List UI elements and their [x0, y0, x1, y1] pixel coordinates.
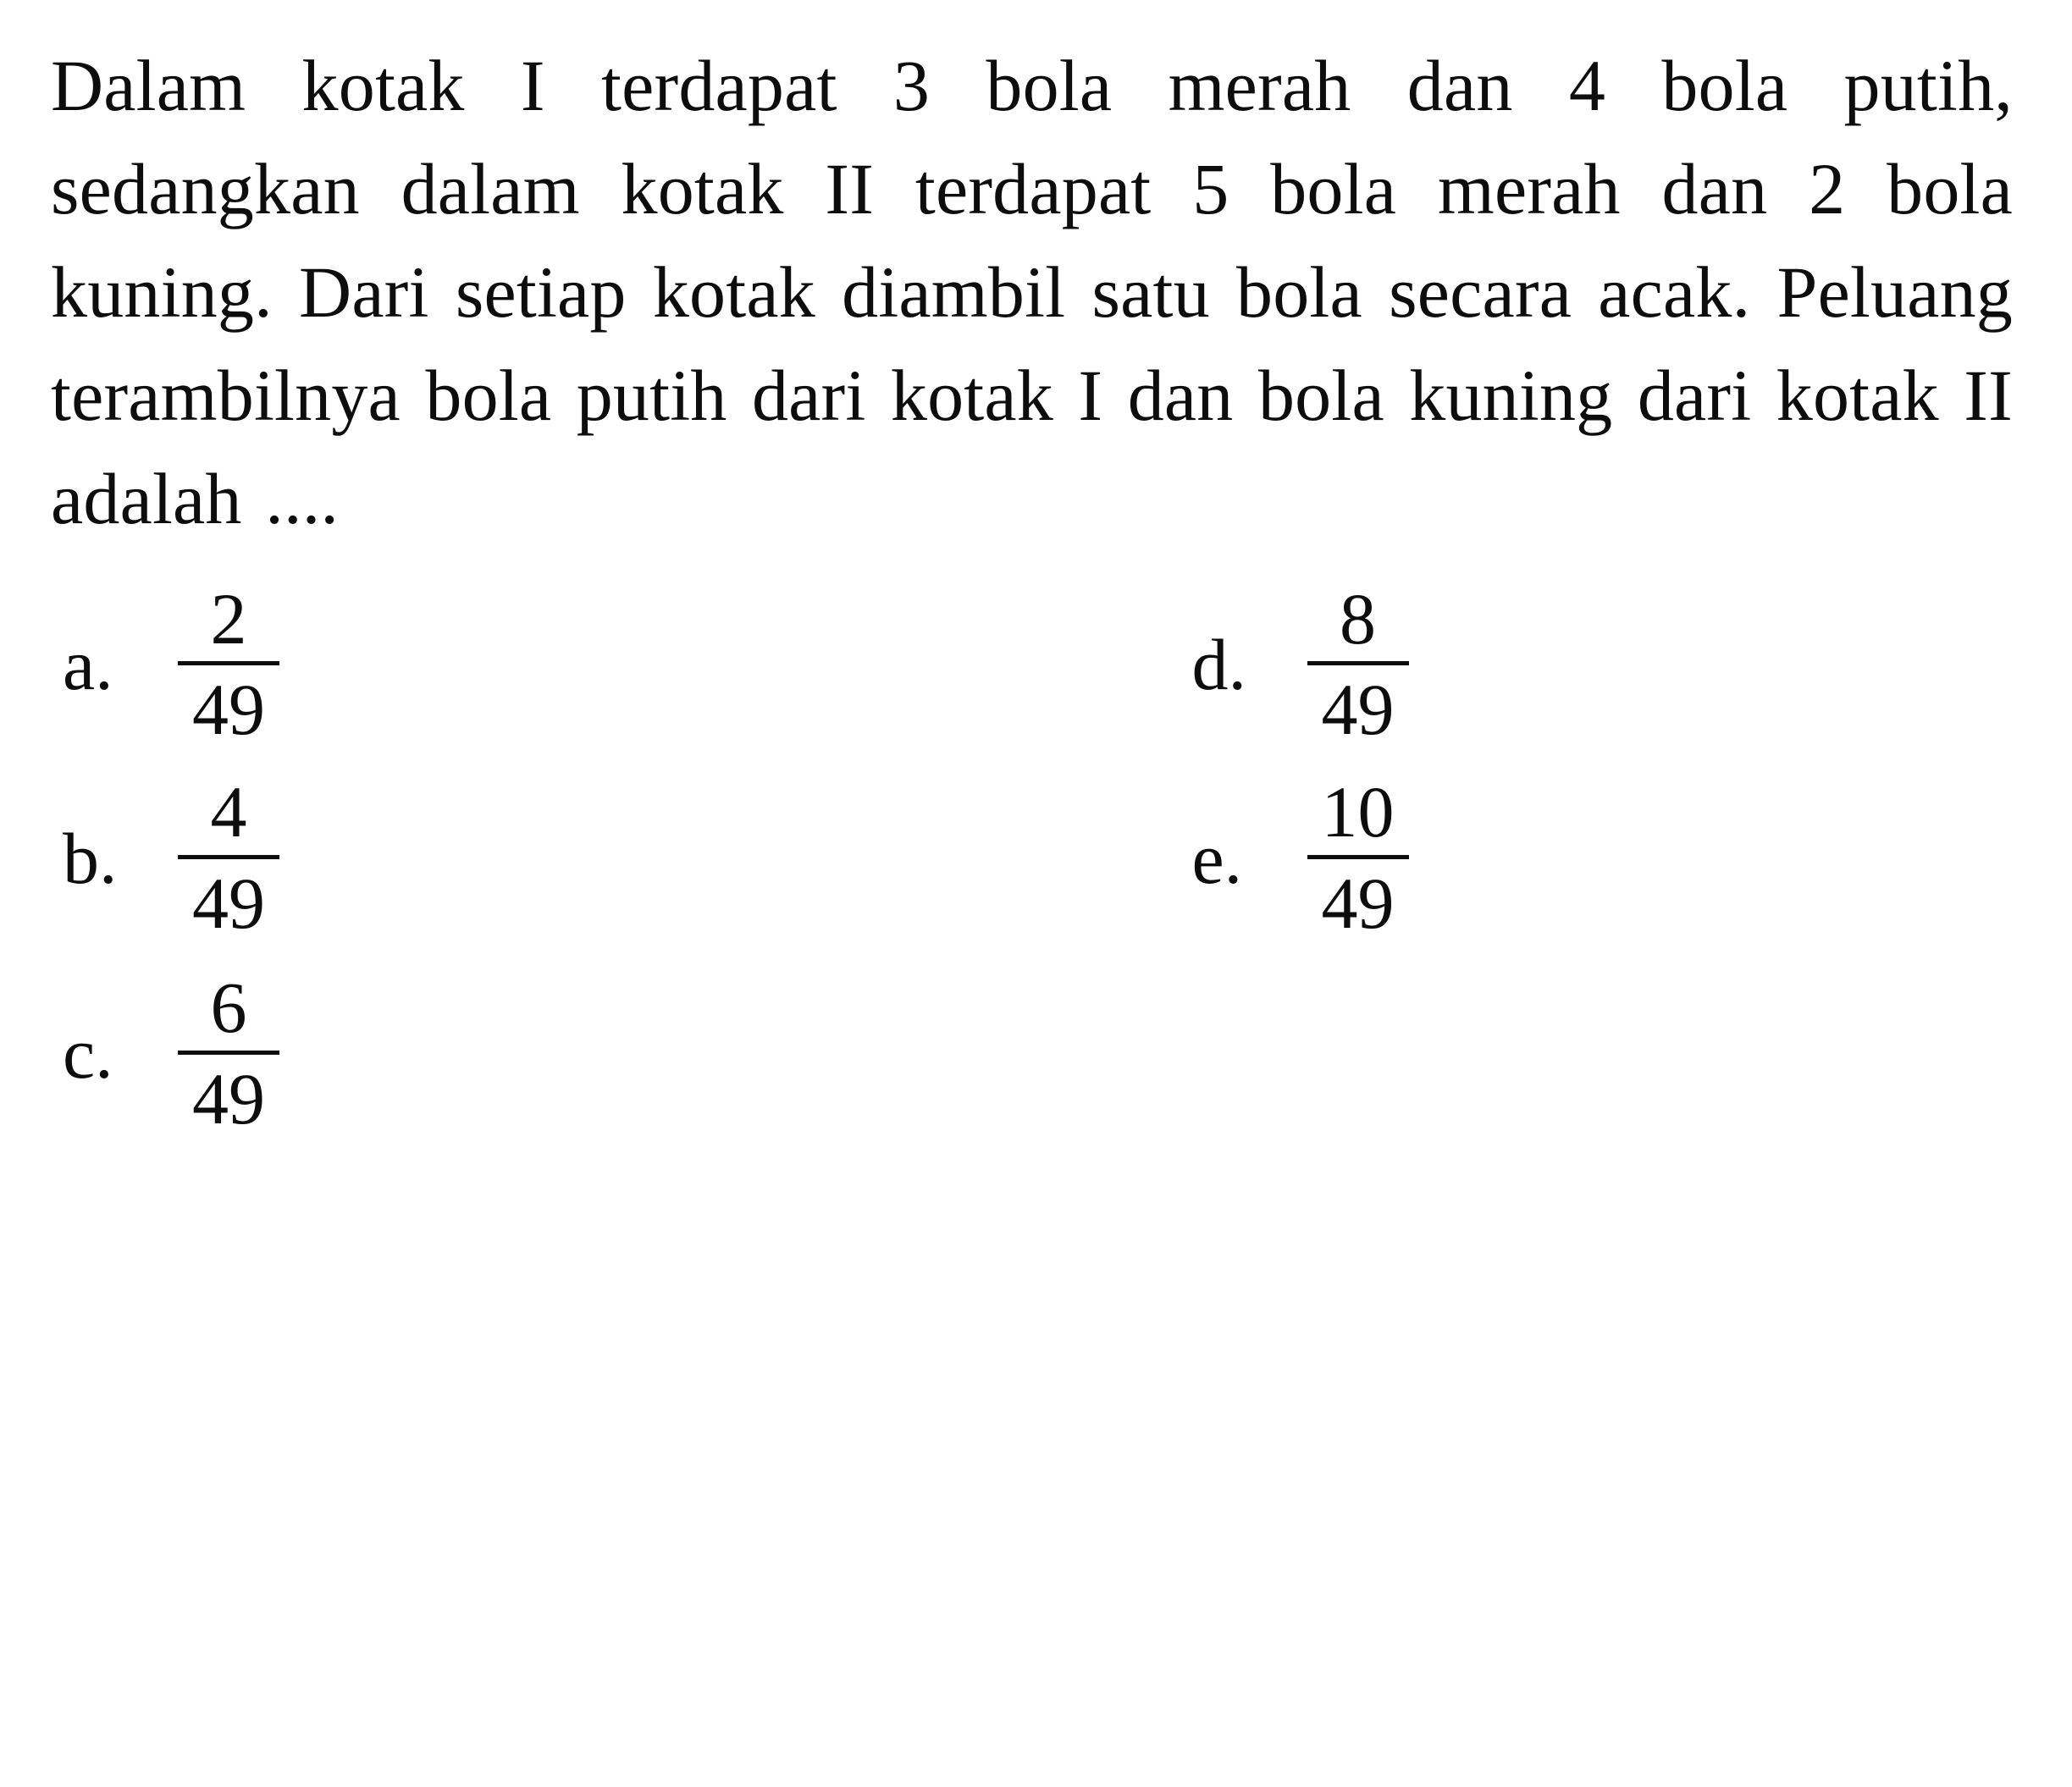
option-e-label: e.	[1191, 817, 1243, 899]
option-row-2	[51, 773, 2021, 943]
option-row-1	[51, 577, 2021, 751]
row-spacer	[51, 943, 2021, 968]
option-c-denominator: 49	[192, 1057, 265, 1139]
option-d-denominator: 49	[1321, 669, 1395, 751]
option-c-fraction	[178, 968, 279, 1139]
answer-options	[51, 577, 2021, 1139]
option-b-numerator: 4	[210, 771, 247, 853]
option-a-fraction	[178, 577, 279, 751]
option-c-label: c.	[63, 1012, 113, 1095]
option-d-numerator: 8	[1340, 577, 1376, 659]
option-e-numerator: 10	[1321, 771, 1395, 853]
option-b-label: b.	[63, 817, 118, 899]
option-c-numerator: 6	[210, 967, 247, 1049]
option-e-fraction	[1307, 773, 1409, 943]
option-a[interactable]	[51, 577, 1036, 751]
option-d-label: d.	[1191, 623, 1246, 705]
option-a-label: a.	[63, 623, 113, 705]
option-d-fraction	[1307, 577, 1409, 751]
question-text: Dalam kotak I terdapat 3 bola merah dan 4 bola putih, sedangkan dalam kotak II terdapat 5 bola merah dan 2 bola kuning. Dari setiap kotak diambil satu bola secara acak. Peluang terambilnya bola putih dari kotak I dan bola kuning dari kotak II adalah ....	[51, 45, 2013, 540]
option-b-fraction	[178, 773, 279, 943]
option-c[interactable]	[51, 968, 1036, 1139]
option-b-denominator: 49	[192, 863, 265, 945]
option-d[interactable]	[1036, 577, 2022, 751]
option-b[interactable]	[51, 773, 1036, 943]
option-e-denominator: 49	[1321, 863, 1395, 945]
option-a-numerator: 2	[210, 577, 247, 659]
option-a-denominator: 49	[192, 669, 265, 751]
option-row-3	[51, 968, 2021, 1139]
row-spacer	[51, 749, 2021, 773]
option-e[interactable]	[1036, 773, 2022, 943]
